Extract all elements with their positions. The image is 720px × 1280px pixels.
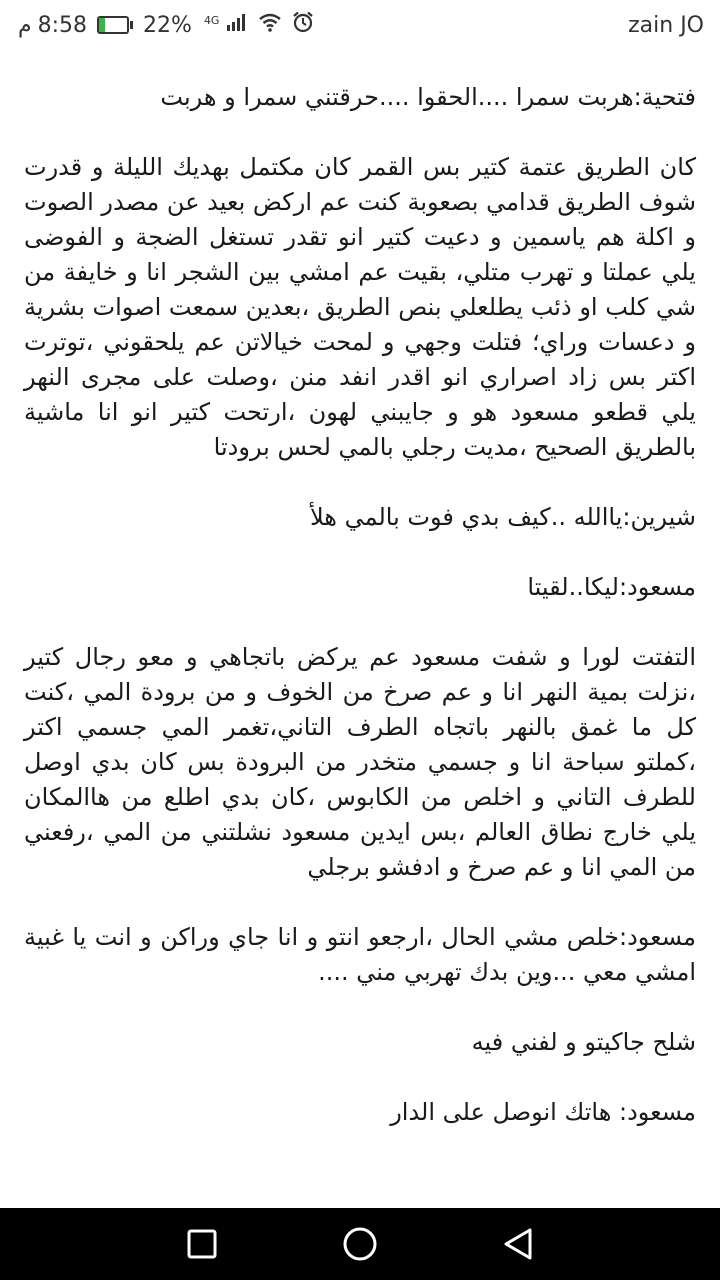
story-paragraph: كان الطريق عتمة كتير بس القمر كان مكتمل بهديك الليلة و قدرت شوف الطريق قدامي بصعوبة كنت عم اركض بعيد عن مصدر الصوت و اكلة هم ياسمين و دعيت كتير انو تقدر تستغل الضجة و الفوضى يلي عملتا و تهرب متلي، بقيت عم امشي بين الشجر انا و خايفة من شي كلب او ذئب يطلعلي بنص الطريق ،بعدين سمعت اصوات بشرية و دعسات وراي؛ فتلت وجهي و لمحت خيالاتن عم يلحقوني ،توترت اكتر بس زاد اصراري انو اقدر انفد منن ،وصلت على مجرى النهر يلي قطعو مسعود هو و جايبني لهون ،ارتحت كتير انو انا ماشية بالطريق الصحيح ،مديت رجلي بالمي لحس برودتا xyxy=(24,153,696,461)
story-paragraph: شلح جاكيتو و لفني فيه xyxy=(471,1028,696,1056)
back-button[interactable] xyxy=(494,1220,542,1268)
status-bar xyxy=(0,0,720,50)
story-paragraph: شيرين:ياالله ..كيف بدي فوت بالمي هلأ xyxy=(309,503,696,531)
story-paragraph: مسعود:خلص مشي الحال ،ارجعو انتو و انا جاي وراكن و انت يا غبية امشي معي ...وين بدك تهربي مني .... xyxy=(24,923,696,986)
signal-icon xyxy=(202,12,249,38)
battery-percent: 22% xyxy=(143,12,192,38)
home-button[interactable] xyxy=(336,1220,384,1268)
triangle-icon xyxy=(500,1226,536,1262)
alarm-icon xyxy=(292,11,314,39)
clock xyxy=(18,13,87,38)
carrier-name: zain JO xyxy=(628,12,704,38)
story-paragraph: فتحية:هربت سمرا ....الحقوا ....حرقتني سمرا و هربت xyxy=(160,83,696,111)
recents-button[interactable] xyxy=(178,1220,226,1268)
battery-icon xyxy=(97,16,133,34)
square-icon xyxy=(185,1227,219,1261)
clock-time: 8:58 xyxy=(37,12,88,38)
story-content[interactable] xyxy=(0,50,720,1208)
story-paragraph: مسعود: هاتك انوصل على الدار xyxy=(390,1098,696,1126)
navigation-bar xyxy=(0,1208,720,1280)
story-paragraph: التفتت لورا و شفت مسعود عم يركض باتجاهي و معو رجال كتير ،نزلت بمية النهر انا و عم صرخ من الخوف و من برودة المي ،كنت كل ما غمق بالنهر باتجاه الطرف التاني،تغمر المي جسمي اكتر ،كملتو سباحة انا و جسمي متخدر من البرودة بس كان بدي اوصل للطرف التاني و اخلص من الكابوس ،كان بدي اطلع من هاالمكان يلي خارج نطاق العالم ،بس ايدين مسعود نشلتني من المي ،رفعني من المي انا و عم صرخ و ادفشو برجلي xyxy=(24,643,696,881)
circle-icon xyxy=(341,1225,379,1263)
story-paragraph: مسعود:ليكا..لقيتا xyxy=(527,573,696,601)
clock-period: م xyxy=(18,12,32,38)
network-type: 4G xyxy=(203,13,220,27)
status-left xyxy=(18,11,314,39)
battery-fill xyxy=(99,18,105,32)
wifi-icon xyxy=(258,12,282,38)
